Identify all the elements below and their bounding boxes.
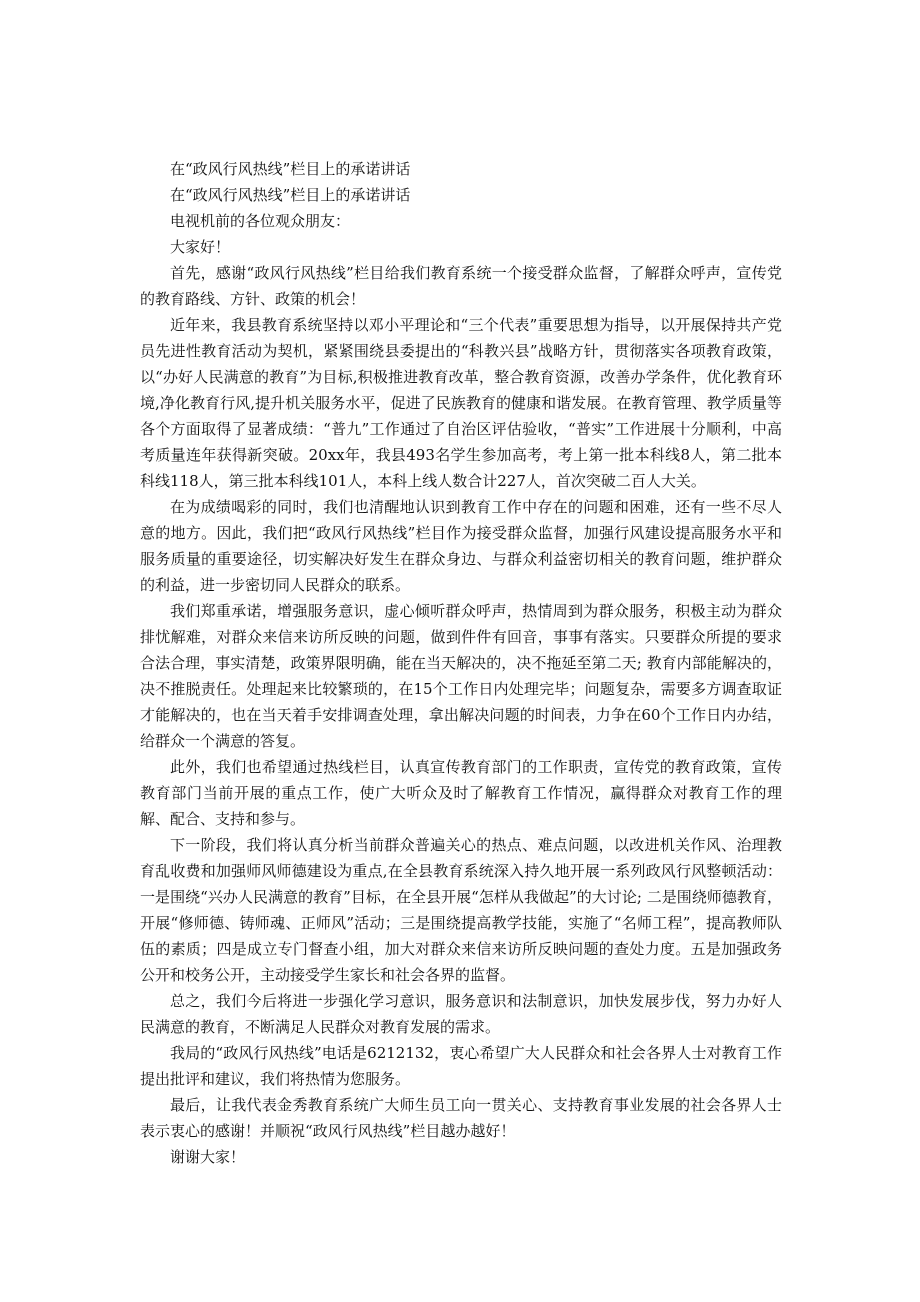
paragraph-thanks: 首先，感谢“政风行风热线”栏目给我们教育系统一个接受群众监督，了解群众呼声，宣传党的教育路线、方针、政策的机会！ [140,264,782,308]
paragraph-commitment: 我们郑重承诺，增强服务意识，虚心倾听群众呼声，热情周到为群众服务，积极主动为群众排忧解难，对群众来信来访所反映的问题，做到件件有回音，事事有落实。只要群众所提的要求合法合理，事实清楚，政策界限明确，能在当天解决的，决不拖延至第二天; 教育内部能解决的，决不推脱责任。处理起来比较繁琐的，在15个工作日内处理完毕；问题复杂，需要多方调查取证才能解决的，也在当天着手安排调查处理，拿出解决问题的时间表，力争在60个工作日内办结，给群众一个满意的答复。 [140,602,782,750]
document-title: 在“政风行风热线”栏目上的承诺讲话 [170,160,411,178]
document-body [140,156,782,1170]
greeting: 大家好！ [170,238,231,256]
paragraph-summary: 总之，我们今后将进一步强化学习意识，服务意识和法制意识，加快发展步伐，努力办好人民满意的教育，不断满足人民群众对教育发展的需求。 [140,992,782,1036]
paragraph-hotline: 我局的“政风行风热线”电话是6212132，衷心希望广大人民群众和社会各界人士对教育工作提出批评和建议，我们将热情为您服务。 [140,1044,782,1088]
salutation: 电视机前的各位观众朋友： [170,212,351,230]
paragraph-achievements: 近年来，我县教育系统坚持以邓小平理论和“三个代表”重要思想为指导，以开展保持共产党员先进性教育活动为契机，紧紧围绕县委提出的“科教兴县”战略方针，贯彻落实各项教育政策，以“办好人民满意的教育”为目标,积极推进教育改革，整合教育资源，改善办学条件，优化教育环境,净化教育行风,提升机关服务水平，促进了民族教育的健康和谐发展。在教育管理、教学质量等各个方面取得了显著成绩：“普九”工作通过了自治区评估验收，“普实”工作进展十分顺利，中高考质量连年获得新突破。20xx年，我县493名学生参加高考，考上第一批本科线8人，第二批本科线118人，第三批本科线101人，本科上线人数合计227人，首次突破二百人大关。 [140,316,782,490]
document-title-repeat: 在“政风行风热线”栏目上的承诺讲话 [170,186,411,204]
paragraph-closing-thanks: 最后，让我代表金秀教育系统广大师生员工向一贯关心、支持教育事业发展的社会各界人士表示衷心的感谢！并顺祝“政风行风热线”栏目越办越好！ [140,1096,782,1140]
closing-line: 谢谢大家！ [170,1148,246,1166]
paragraph-publicity: 此外，我们也希望通过热线栏目，认真宣传教育部门的工作职责，宣传党的教育政策，宣传教育部门当前开展的重点工作，使广大听众及时了解教育工作情况，赢得群众对教育工作的理解、配合、支持和参与。 [140,758,782,828]
paragraph-problems: 在为成绩喝彩的同时，我们也清醒地认识到教育工作中存在的问题和困难，还有一些不尽人意的地方。因此，我们把“政风行风热线”栏目作为接受群众监督，加强行风建设提高服务水平和服务质量的重要途径，切实解决好发生在群众身边、与群众利益密切相关的教育问题，维护群众的利益，进一步密切同人民群众的联系。 [140,498,782,594]
paragraph-next-steps: 下一阶段，我们将认真分析当前群众普遍关心的热点、难点问题，以改进机关作风、治理教育乱收费和加强师风师德建设为重点,在全县教育系统深入持久地开展一系列政风行风整顿活动：一是围绕“兴办人民满意的教育”目标，在全县开展“怎样从我做起”的大讨论; 二是围绕师德教育，开展“修师德、铸师魂、正师风”活动；三是围绕提高教学技能，实施了“名师工程”，提高教师队伍的素质；四是成立专门督查小组，加大对群众来信来访所反映问题的查处力度。五是加强政务公开和校务公开，主动接受学生家长和社会各界的监督。 [140,836,782,984]
